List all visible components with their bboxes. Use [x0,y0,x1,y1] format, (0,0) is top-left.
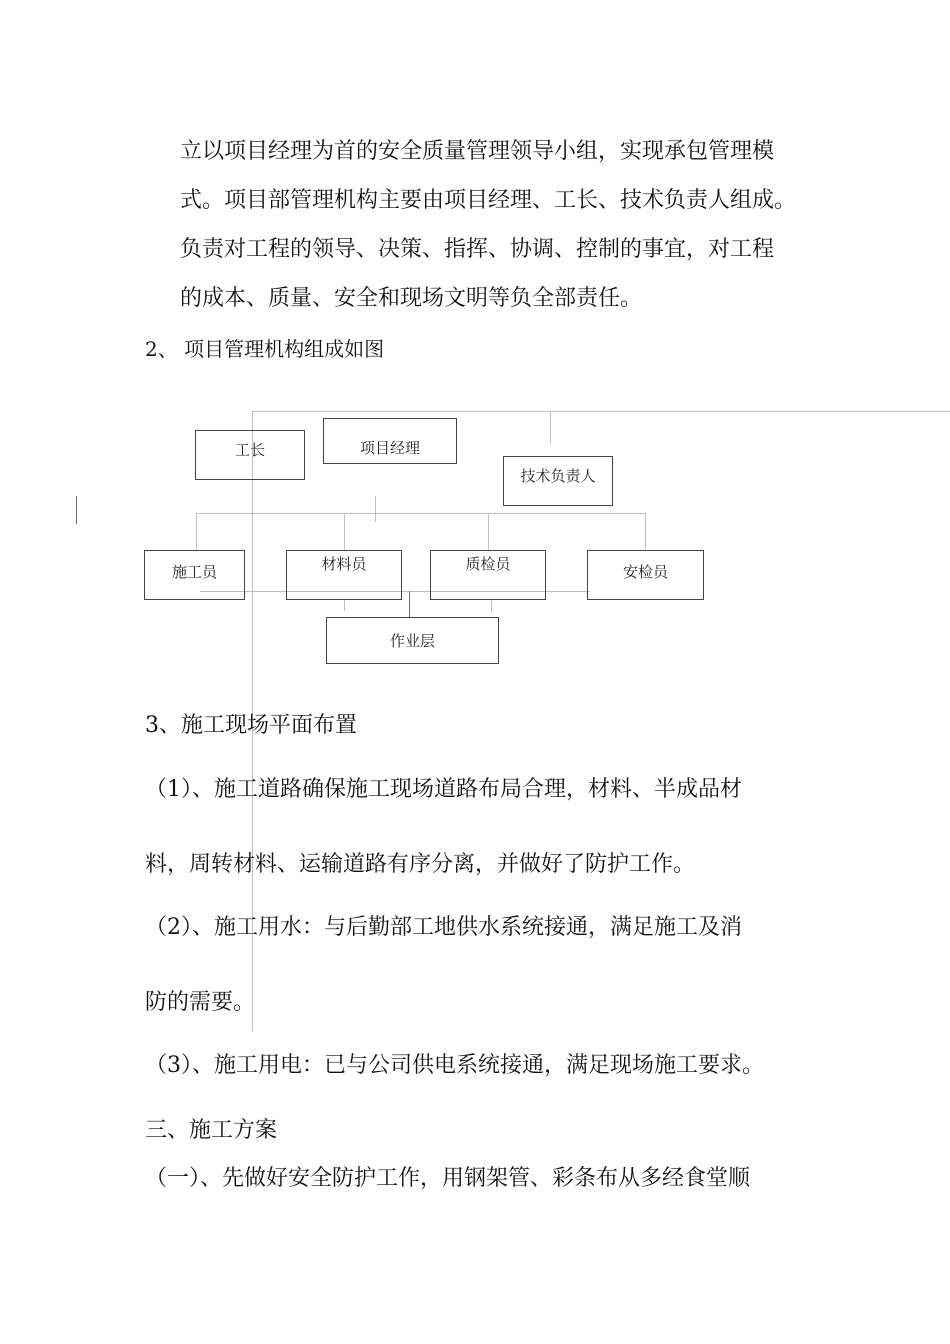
connector-bottom-drop-3 [491,599,492,613]
org-box-safety-inspector [587,550,704,600]
connector-bottom-drop-2 [409,591,410,617]
section-3-heading: 3、施工现场平面布置 [145,713,357,738]
org-box-project-manager [323,418,457,464]
section-2-heading: 2、 项目管理机构组成如图 [145,337,385,361]
connector-pm-drop [375,496,376,522]
org-box-label: 技术负责人 [520,467,596,485]
connector-drop-4 [645,513,646,550]
org-box-quality-inspector [430,550,546,600]
section-three-heading: 三、施工方案 [145,1118,278,1143]
org-box-work-layer [326,617,499,664]
connector-bottom-drop-1 [344,599,345,611]
margin-mark [76,496,77,524]
item-1-line-1: （1）、施工道路确保施工现场道路布局合理，材料、半成品材 [145,777,742,802]
item-3-line-1: （3）、施工用电：已与公司供电系统接通，满足现场施工要求。 [145,1053,764,1078]
sub-one-line-1: （一）、先做好安全防护工作，用钢架管、彩条布从多经食堂顺 [145,1166,751,1191]
intro-line-1: 立以项目经理为首的安全质量管理领导小组，实现承包管理模 [180,139,775,164]
intro-line-2: 式。项目部管理机构主要由项目经理、工长、技术负责人组成。 [180,188,797,213]
item-2-line-2: 防的需要。 [145,990,256,1015]
connector-tech-drop [550,411,551,443]
org-box-label: 施工员 [171,563,217,581]
org-box-materials-clerk [286,550,402,600]
org-box-label: 工长 [234,441,265,459]
intro-line-3: 负责对工程的领导、决策、指挥、协调、控制的事宜，对工程 [180,237,775,262]
org-box-constructor [144,550,245,600]
org-box-label: 安检员 [622,563,668,581]
connector-drop-3 [488,513,489,550]
org-box-label: 质检员 [465,555,511,573]
intro-line-4: 的成本、质量、安全和现场文明等负全部责任。 [180,286,643,311]
org-box-foreman [195,430,305,480]
item-2-line-1: （2）、施工用水：与后勤部工地供水系统接通，满足施工及消 [145,915,742,940]
org-box-label: 材料员 [321,555,367,573]
connector-drop-2 [344,513,345,550]
org-box-label: 项目经理 [359,439,420,457]
item-1-line-2: 料，周转材料、运输道路有序分离，并做好了防护工作。 [145,852,696,877]
connector-middle-bus [196,513,646,514]
org-box-label: 作业层 [389,632,435,650]
connector-top-long [252,411,950,412]
org-box-technical-lead [503,456,613,506]
connector-drop-1 [196,513,197,550]
